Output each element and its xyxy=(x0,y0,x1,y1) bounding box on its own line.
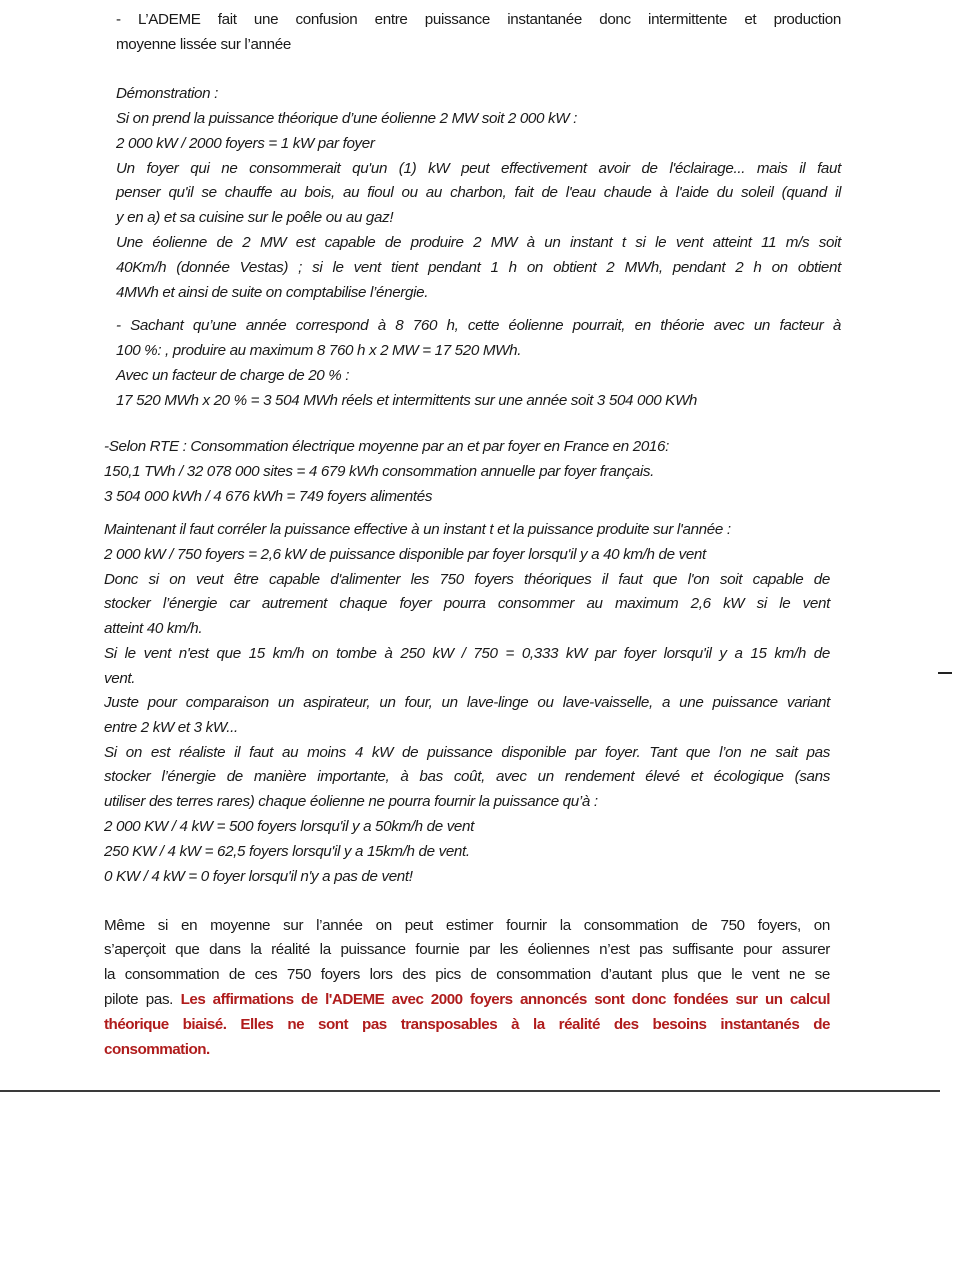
corr-line-15: 0 KW / 4 kW = 0 foyer lorsqu'il n'y a pas de vent! xyxy=(104,868,413,885)
corr-line-9: entre 2 kW et 3 kW... xyxy=(104,719,238,736)
corr-line-7: vent. xyxy=(104,670,136,687)
year-line-3: Avec un facteur de charge de 20 % : xyxy=(116,367,350,384)
conclusion-plain: pilote pas. xyxy=(104,991,181,1008)
conclusion-line-3: la consommation de ces 750 foyers lors des pics de consommation d’autant plus que le vent ne se xyxy=(104,966,830,983)
demo-heading: Démonstration : xyxy=(116,85,218,102)
year-line-4: 17 520 MWh x 20 % = 3 504 MWh réels et intermittents sur une année soit 3 504 000 KWh xyxy=(116,392,698,409)
corr-line-2: 2 000 kW / 750 foyers = 2,6 kW de puissance disponible par foyer lorsqu'il y a 40 km/h de vent xyxy=(104,546,706,563)
conclusion-emphasis-2: théorique biaisé. Elles ne sont pas transposables à la réalité des besoins instantanés de xyxy=(104,1016,830,1033)
intro-line-1: - L’ADEME fait une confusion entre puissance instantanée donc intermittente et production xyxy=(116,11,841,28)
corr-line-6: Si le vent n'est que 15 km/h on tombe à 250 kW / 750 = 0,333 kW par foyer lorsqu'il y a 15 km/h de xyxy=(104,645,830,662)
corr-line-10: Si on est réaliste il faut au moins 4 kW de puissance disponible par foyer. Tant que l’on ne sait pas xyxy=(104,744,830,761)
corr-line-5: atteint 40 km/h. xyxy=(104,620,203,637)
demo-line-2: 2 000 kW / 2000 foyers = 1 kW par foyer xyxy=(116,135,375,152)
conclusion-emphasis-3: consommation. xyxy=(104,1041,210,1058)
rte-line-2: 150,1 TWh / 32 078 000 sites = 4 679 kWh consommation annuelle par foyer français. xyxy=(104,463,655,480)
corr-line-11: stocker l’énergie de manière importante, à bas coût, avec un rendement élevé et écologique (sans xyxy=(104,768,830,785)
rte-line-3: 3 504 000 kWh / 4 676 kWh = 749 foyers alimentés xyxy=(104,488,433,505)
demo-line-5: y en a) et sa cuisine sur le poêle ou au gaz! xyxy=(116,209,394,226)
margin-dash-mark xyxy=(938,672,952,674)
demo-line-6: Une éolienne de 2 MW est capable de produire 2 MW à un instant t si le vent atteint 11 m/s soit xyxy=(116,234,841,251)
conclusion-line-1: Même si en moyenne sur l’année on peut estimer fournir la consommation de 750 foyers, on xyxy=(104,917,830,934)
corr-line-4: stocker l’énergie car autrement chaque foyer pourra consommer au maximum 2,6 kW si le vent xyxy=(104,595,830,612)
demo-line-4: penser qu'il se chauffe au bois, au fioul ou au charbon, fait de l'eau chaude à l'aide du soleil (quand il xyxy=(116,184,841,201)
corr-line-13: 2 000 KW / 4 kW = 500 foyers lorsqu'il y a 50km/h de vent xyxy=(104,818,474,835)
corr-line-14: 250 KW / 4 kW = 62,5 foyers lorsqu'il y a 15km/h de vent. xyxy=(104,843,470,860)
intro-line-2: moyenne lissée sur l’année xyxy=(116,36,291,53)
corr-line-12: utiliser des terres rares) chaque éolienne ne pourra fournir la puissance qu’à : xyxy=(104,793,598,810)
conclusion-line-4 xyxy=(104,988,830,1012)
conclusion-emphasis-1: Les affirmations de l'ADEME avec 2000 foyers annoncés sont donc fondées sur un calcul xyxy=(180,991,830,1008)
year-line-2: 100 %: , produire au maximum 8 760 h x 2 MW = 17 520 MWh. xyxy=(116,342,522,359)
demo-line-8: 4MWh et ainsi de suite on comptabilise l’énergie. xyxy=(116,284,429,301)
conclusion-line-2: s’aperçoit que dans la réalité la puissance fournie par les éoliennes n’est pas suffisante pour assurer xyxy=(104,941,830,958)
corr-line-3: Donc si on veut être capable d'alimenter les 750 foyers théoriques il faut que l'on soit capable de xyxy=(104,571,830,588)
horizontal-rule xyxy=(0,1090,940,1092)
corr-line-1: Maintenant il faut corréler la puissance effective à un instant t et la puissance produite sur l'année : xyxy=(104,521,731,538)
demo-line-7: 40Km/h (donnée Vestas) ; si le vent tient pendant 1 h on obtient 2 MWh, pendant 2 h on obtient xyxy=(116,259,841,276)
corr-line-8: Juste pour comparaison un aspirateur, un four, un lave-linge ou lave-vaisselle, a une puissance variant xyxy=(104,694,830,711)
demo-line-3: Un foyer qui ne consommerait qu'un (1) kW peut effectivement avoir de l'éclairage... mais il faut xyxy=(116,160,841,177)
demo-line-1: Si on prend la puissance théorique d’une éolienne 2 MW soit 2 000 kW : xyxy=(116,110,577,127)
rte-line-1: -Selon RTE : Consommation électrique moyenne par an et par foyer en France en 2016: xyxy=(104,438,669,455)
year-line-1: - Sachant qu’une année correspond à 8 760 h, cette éolienne pourrait, en théorie avec un facteur à xyxy=(116,317,841,334)
